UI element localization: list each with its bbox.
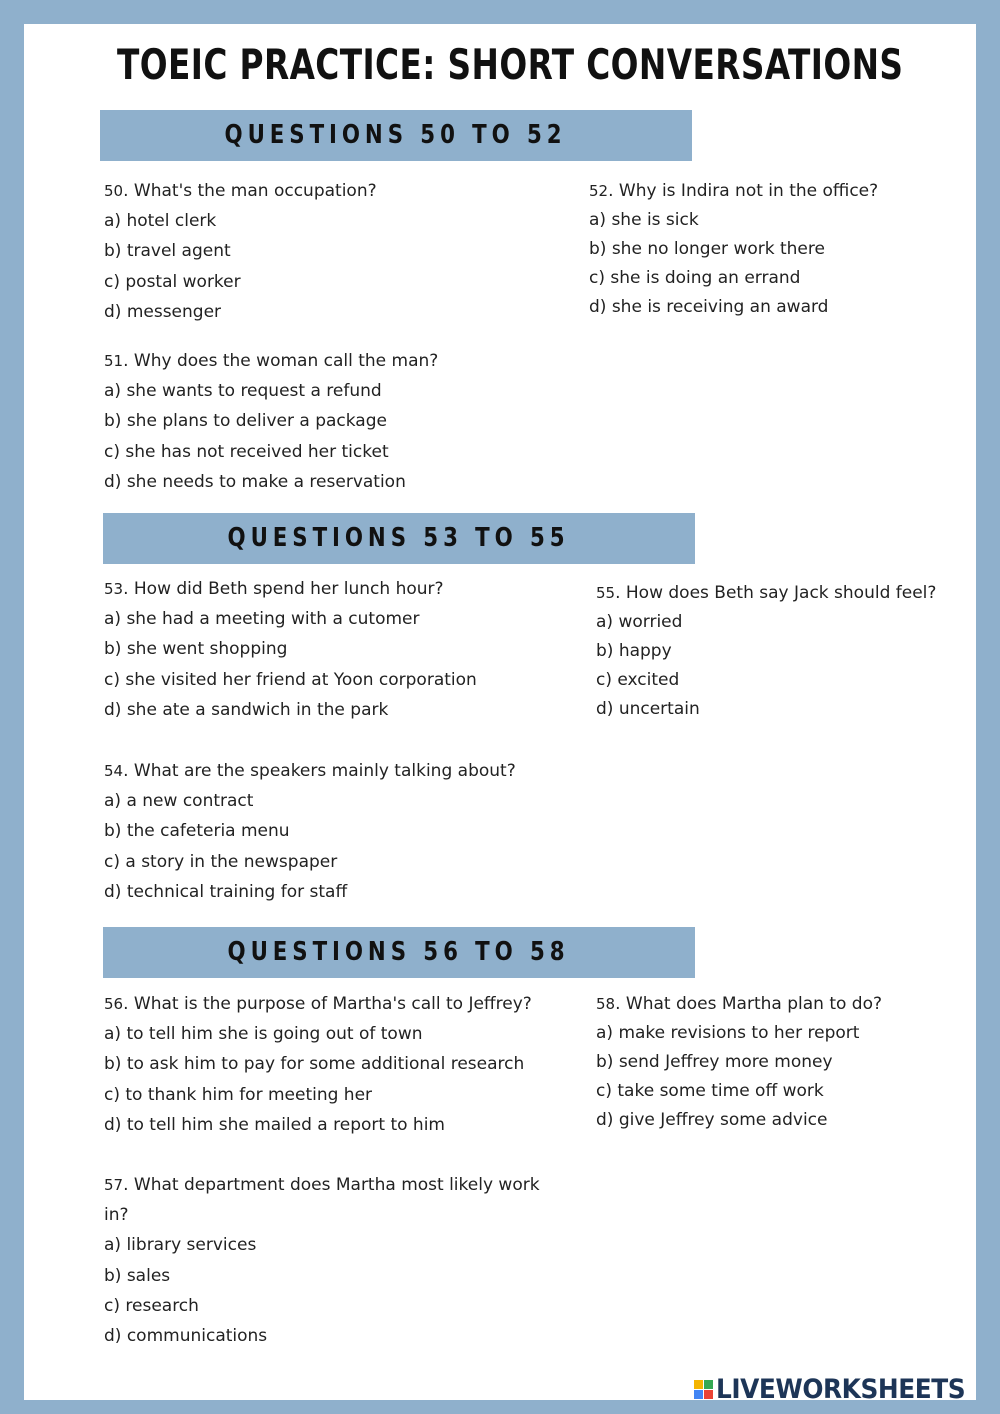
answer-option: a) make revisions to her report	[596, 1023, 860, 1043]
question-54	[104, 756, 516, 907]
question-text: . What are the speakers mainly talking about?	[123, 761, 516, 781]
question-stem	[104, 1170, 559, 1230]
answer-option: d) give Jeffrey some advice	[596, 1110, 828, 1130]
answer-option: b) she no longer work there	[589, 239, 825, 259]
question-number: 57	[104, 1176, 124, 1194]
answer-option: a) worried	[596, 612, 683, 632]
page-title: TOEIC PRACTICE: SHORT CONVERSATIONS	[117, 40, 904, 89]
question-number: 55	[596, 584, 616, 602]
question-58	[596, 990, 882, 1135]
question-stem	[596, 579, 936, 608]
answer-option: b) sales	[104, 1265, 171, 1286]
answer-option: c) excited	[596, 670, 680, 690]
question-text: . What's the man occupation?	[123, 181, 377, 201]
section-heading-53-55	[103, 513, 695, 564]
question-52	[589, 177, 878, 322]
question-stem	[596, 990, 882, 1019]
answer-option: a) library services	[104, 1235, 257, 1256]
question-number: 53	[104, 580, 124, 598]
answer-option: d) technical training for staff	[104, 881, 348, 902]
question-number: 52	[589, 182, 609, 200]
answer-option: d) uncertain	[596, 699, 700, 719]
logo-text: LIVEWORKSHEETS	[716, 1373, 966, 1405]
answer-option: c) she visited her friend at Yoon corporation	[104, 669, 477, 690]
question-stem	[589, 177, 878, 206]
answer-option: c) she has not received her ticket	[104, 441, 389, 462]
section-heading-56-58	[103, 927, 695, 978]
question-text: . What does Martha plan to do?	[615, 994, 883, 1014]
question-56	[104, 989, 532, 1140]
question-stem	[104, 346, 438, 376]
question-51	[104, 346, 438, 497]
answer-option: d) to tell him she mailed a report to him	[104, 1114, 445, 1135]
question-55	[596, 579, 936, 724]
question-text: . What is the purpose of Martha's call to Jeffrey?	[123, 994, 532, 1014]
answer-option: b) happy	[596, 641, 672, 661]
question-stem	[104, 176, 377, 206]
answer-option: a) she wants to request a refund	[104, 381, 382, 402]
answer-option: a) she had a meeting with a cutomer	[104, 609, 420, 630]
question-number: 50	[104, 182, 124, 200]
question-number: 56	[104, 995, 124, 1013]
answer-option: b) the cafeteria menu	[104, 821, 290, 842]
answer-option: c) a story in the newspaper	[104, 851, 338, 872]
question-stem	[104, 989, 532, 1019]
question-number: 54	[104, 762, 124, 780]
answer-option: d) messenger	[104, 301, 222, 322]
question-stem	[104, 574, 477, 604]
question-53	[104, 574, 477, 725]
question-text: . Why is Indira not in the office?	[608, 181, 879, 201]
section-heading-label: QUESTIONS 53 TO 55	[228, 523, 570, 553]
question-stem	[104, 756, 516, 786]
answer-option: b) send Jeffrey more money	[596, 1052, 833, 1072]
question-number: 58	[596, 995, 616, 1013]
answer-option: d) she is receiving an award	[589, 297, 829, 317]
answer-option: a) she is sick	[589, 210, 699, 230]
answer-option: c) she is doing an errand	[589, 268, 801, 288]
question-number: 51	[104, 352, 124, 370]
answer-option: b) she plans to deliver a package	[104, 411, 387, 432]
question-text: . What department does Martha most likely work in?	[104, 1175, 540, 1226]
answer-option: c) take some time off work	[596, 1081, 824, 1101]
answer-option: b) travel agent	[104, 241, 231, 262]
liveworksheets-logo[interactable]	[694, 1373, 987, 1405]
answer-option: c) to thank him for meeting her	[104, 1084, 373, 1105]
question-text: . How does Beth say Jack should feel?	[615, 583, 937, 603]
answer-option: a) a new contract	[104, 791, 254, 812]
section-heading-label: QUESTIONS 50 TO 52	[225, 120, 567, 150]
answer-option: d) she needs to make a reservation	[104, 471, 406, 492]
section-heading-50-52	[100, 110, 692, 161]
liveworksheets-logo-icon	[694, 1380, 713, 1399]
answer-option: d) she ate a sandwich in the park	[104, 699, 389, 720]
answer-option: a) to tell him she is going out of town	[104, 1024, 423, 1045]
answer-option: c) research	[104, 1295, 199, 1316]
section-heading-label: QUESTIONS 56 TO 58	[228, 937, 570, 967]
question-text: . How did Beth spend her lunch hour?	[123, 579, 444, 599]
answer-option: b) to ask him to pay for some additional research	[104, 1054, 525, 1075]
answer-option: c) postal worker	[104, 271, 241, 292]
answer-option: d) communications	[104, 1326, 268, 1347]
question-57	[104, 1170, 559, 1351]
answer-option: b) she went shopping	[104, 639, 288, 660]
question-50	[104, 176, 377, 327]
answer-option: a) hotel clerk	[104, 211, 217, 232]
question-text: . Why does the woman call the man?	[123, 351, 439, 371]
